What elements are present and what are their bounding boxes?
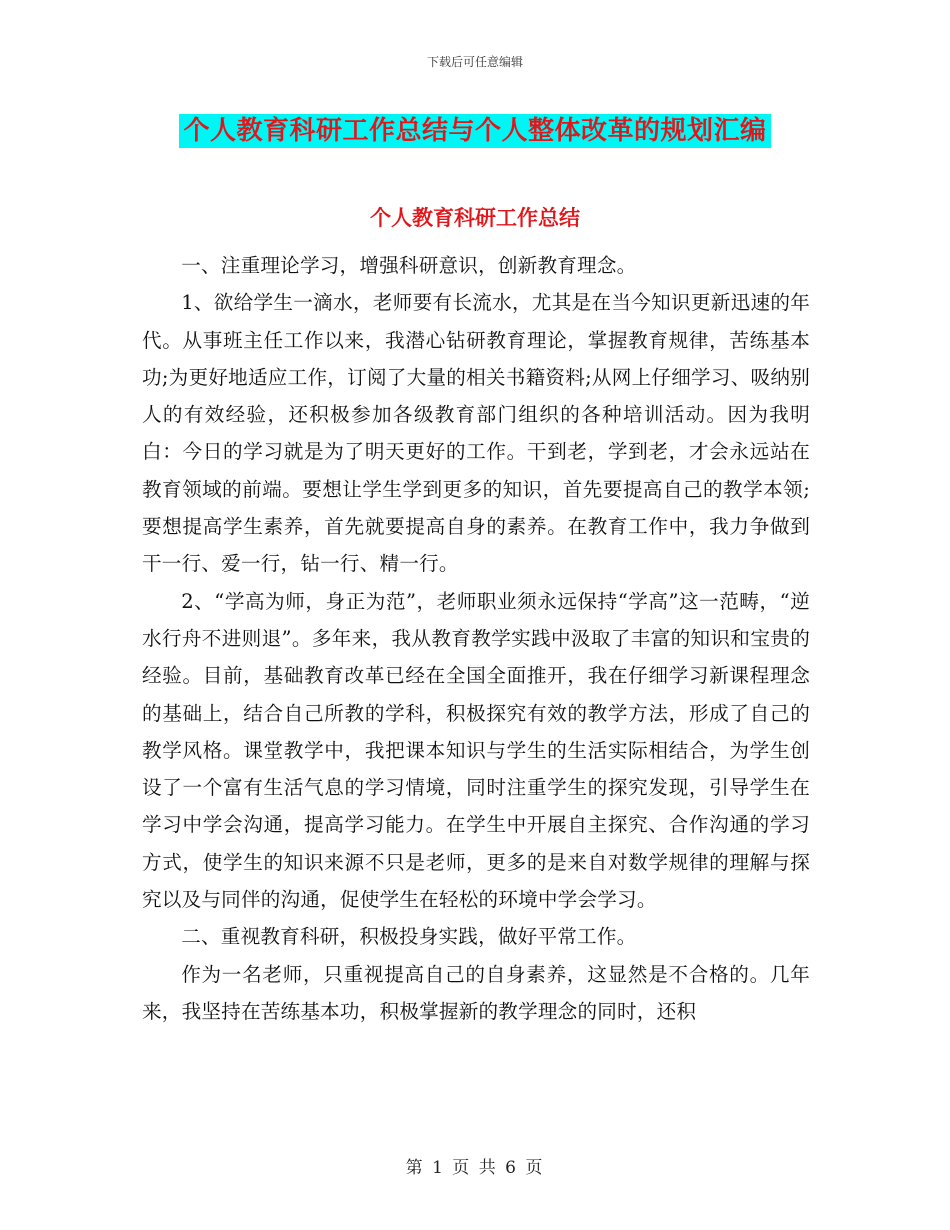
section-title: 个人教育科研工作总结 <box>370 206 580 230</box>
paragraph: 2、“学高为师，身正为范”，老师职业须永远保持“学高”这一范畴，“逆水行舟不进则退”。多年来，我从教育教学实践中汲取了丰富的知识和宝贵的经验。目前，基础教育改革已经在全国全面推开，我在仔细学习新课程理念的基础上，结合自己所教的学科，积极探究有效的教学方法，形成了自己的教学风格。课堂教学中，我把课本知识与学生的生活实际相结合，为学生创设了一个富有生活气息的学习情境，同时注重学生的探究发现，引导学生在学习中学会沟通，提高学习能力。在学生中开展自主探究、合作沟通的学习方式，使学生的知识来源不只是老师，更多的是来自对数学规律的理解与探究以及与同伴的沟通，促使学生在轻松的环境中学会学习。 <box>142 589 810 912</box>
page-number: 第 1 页 共 6 页 <box>405 1158 545 1178</box>
paragraph: 作为一名老师，只重视提高自己的自身素养，这显然是不合格的。几年来，我坚持在苦练基本功，积极掌握新的教学理念的同时，还积 <box>142 962 810 1023</box>
document-body <box>142 247 810 1030</box>
page-header-note: 下载后可任意编辑 <box>426 55 523 69</box>
document-title <box>0 110 950 147</box>
paragraph: 1、欲给学生一滴水，老师要有长流水，尤其是在当今知识更新迅速的年代。从事班主任工作以来，我潜心钻研教育理论，掌握教育规律，苦练基本功;为更好地适应工作，订阅了大量的相关书籍资料;从网上仔细学习、吸纳别人的有效经验，还积极参加各级教育部门组织的各种培训活动。因为我明白：今日的学习就是为了明天更好的工作。干到老，学到老，才会永远站在教育领域的前端。要想让学生学到更多的知识，首先要提高自己的教学本领;要想提高学生素养，首先就要提高自身的素养。在教育工作中，我力争做到干一行、爱一行，钻一行、精一行。 <box>142 291 810 576</box>
paragraph-heading-1: 一、注重理论学习，增强科研意识，创新教育理念。 <box>181 254 637 277</box>
document-title-text: 个人教育科研工作总结与个人整体改革的规划汇编 <box>179 114 770 148</box>
paragraph-heading-2: 二、重视教育科研，积极投身实践，做好平常工作。 <box>181 925 637 949</box>
